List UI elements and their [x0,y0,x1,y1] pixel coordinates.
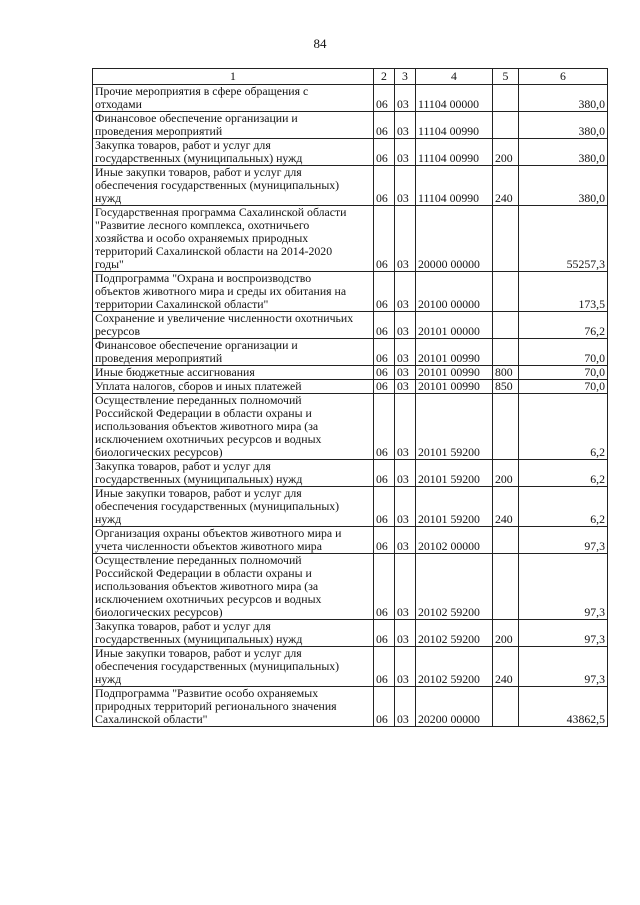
section-code-cell: 06 [374,206,395,272]
target-article-cell: 20102 00000 [416,527,493,554]
target-article-cell: 11104 00000 [416,85,493,112]
table-row [93,527,608,554]
expense-type-cell [493,112,519,139]
table-row [93,139,608,166]
amount-cell: 6,2 [519,487,608,527]
table-row [93,394,608,460]
table-row [93,380,608,394]
expense-type-cell [493,272,519,312]
row-name-cell: Осуществление переданных полномочий Российской Федерации в области охраны и использования объектов животного мира (за исключением охотничьих ресурсов и водных биологических ресурсов) [93,554,374,620]
section-code-cell: 06 [374,487,395,527]
column-header: 6 [519,69,608,85]
subsection-code-cell: 03 [395,620,416,647]
target-article-cell: 20101 00000 [416,312,493,339]
page-number: 84 [313,36,327,51]
amount-cell: 380,0 [519,112,608,139]
amount-cell: 55257,3 [519,206,608,272]
amount-cell: 76,2 [519,312,608,339]
section-code-cell: 06 [374,339,395,366]
section-code-cell: 06 [374,527,395,554]
column-header: 2 [374,69,395,85]
section-code-cell: 06 [374,112,395,139]
column-header: 1 [93,69,374,85]
target-article-cell: 11104 00990 [416,139,493,166]
table-row [93,647,608,687]
target-article-cell: 20102 59200 [416,554,493,620]
subsection-code-cell: 03 [395,687,416,727]
row-name-cell: Осуществление переданных полномочий Российской Федерации в области охраны и использования объектов животного мира (за исключением охотничьих ресурсов и водных биологических ресурсов) [93,394,374,460]
target-article-cell: 20101 59200 [416,394,493,460]
target-article-cell: 11104 00990 [416,112,493,139]
expense-type-cell [493,312,519,339]
target-article-cell: 20101 59200 [416,460,493,487]
amount-cell: 6,2 [519,460,608,487]
expense-type-cell [493,687,519,727]
expense-type-cell: 200 [493,460,519,487]
subsection-code-cell: 03 [395,312,416,339]
table-row [93,339,608,366]
section-code-cell: 06 [374,312,395,339]
subsection-code-cell: 03 [395,339,416,366]
amount-cell: 6,2 [519,394,608,460]
expense-type-cell [493,206,519,272]
row-name-cell: Закупка товаров, работ и услуг для государственных (муниципальных) нужд [93,460,374,487]
section-code-cell: 06 [374,687,395,727]
table-row [93,112,608,139]
subsection-code-cell: 03 [395,166,416,206]
target-article-cell: 11104 00990 [416,166,493,206]
row-name-cell: Иные закупки товаров, работ и услуг для обеспечения государственных (муниципальных) нужд [93,166,374,206]
table-row [93,206,608,272]
row-name-cell: Организация охраны объектов животного мира и учета численности объектов животного мира [93,527,374,554]
target-article-cell: 20102 59200 [416,620,493,647]
section-code-cell: 06 [374,394,395,460]
section-code-cell: 06 [374,647,395,687]
target-article-cell: 20100 00000 [416,272,493,312]
row-name-cell: Государственная программа Сахалинской области "Развитие лесного комплекса, охотничьего хозяйства и особо охраняемых природных территорий Сахалинской области на 2014-2020 годы" [93,206,374,272]
table-row [93,312,608,339]
amount-cell: 70,0 [519,380,608,394]
expense-type-cell [493,554,519,620]
amount-cell: 380,0 [519,166,608,206]
amount-cell: 380,0 [519,85,608,112]
expense-type-cell: 240 [493,166,519,206]
section-code-cell: 06 [374,272,395,312]
section-code-cell: 06 [374,366,395,380]
row-name-cell: Финансовое обеспечение организации и проведения мероприятий [93,112,374,139]
table-row [93,620,608,647]
section-code-cell: 06 [374,139,395,166]
table-row [93,366,608,380]
subsection-code-cell: 03 [395,527,416,554]
target-article-cell: 20102 59200 [416,647,493,687]
target-article-cell: 20101 00990 [416,339,493,366]
subsection-code-cell: 03 [395,112,416,139]
subsection-code-cell: 03 [395,366,416,380]
expense-type-cell [493,339,519,366]
amount-cell: 70,0 [519,339,608,366]
table-row [93,272,608,312]
row-name-cell: Иные закупки товаров, работ и услуг для обеспечения государственных (муниципальных) нужд [93,487,374,527]
amount-cell: 70,0 [519,366,608,380]
subsection-code-cell: 03 [395,554,416,620]
expense-type-cell: 240 [493,487,519,527]
table-row [93,487,608,527]
table-row [93,85,608,112]
row-name-cell: Прочие мероприятия в сфере обращения с отходами [93,85,374,112]
row-name-cell: Финансовое обеспечение организации и проведения мероприятий [93,339,374,366]
table-row [93,554,608,620]
amount-cell: 173,5 [519,272,608,312]
section-code-cell: 06 [374,554,395,620]
row-name-cell: Закупка товаров, работ и услуг для государственных (муниципальных) нужд [93,620,374,647]
section-code-cell: 06 [374,166,395,206]
amount-cell: 380,0 [519,139,608,166]
row-name-cell: Иные закупки товаров, работ и услуг для обеспечения государственных (муниципальных) нужд [93,647,374,687]
target-article-cell: 20101 59200 [416,487,493,527]
subsection-code-cell: 03 [395,380,416,394]
row-name-cell: Уплата налогов, сборов и иных платежей [93,380,374,394]
table-row [93,460,608,487]
subsection-code-cell: 03 [395,272,416,312]
subsection-code-cell: 03 [395,394,416,460]
subsection-code-cell: 03 [395,139,416,166]
subsection-code-cell: 03 [395,487,416,527]
table-row [93,687,608,727]
section-code-cell: 06 [374,620,395,647]
table-row [93,166,608,206]
expense-type-cell: 200 [493,139,519,166]
column-header: 4 [416,69,493,85]
amount-cell: 43862,5 [519,687,608,727]
subsection-code-cell: 03 [395,460,416,487]
expense-type-cell: 800 [493,366,519,380]
row-name-cell: Подпрограмма "Развитие особо охраняемых природных территорий регионального значения Сахалинской области" [93,687,374,727]
column-header: 3 [395,69,416,85]
budget-table [92,68,608,727]
section-code-cell: 06 [374,85,395,112]
expense-type-cell [493,527,519,554]
column-header: 5 [493,69,519,85]
subsection-code-cell: 03 [395,206,416,272]
amount-cell: 97,3 [519,647,608,687]
amount-cell: 97,3 [519,620,608,647]
target-article-cell: 20101 00990 [416,380,493,394]
amount-cell: 97,3 [519,527,608,554]
expense-type-cell: 200 [493,620,519,647]
expense-type-cell: 850 [493,380,519,394]
row-name-cell: Иные бюджетные ассигнования [93,366,374,380]
subsection-code-cell: 03 [395,647,416,687]
amount-cell: 97,3 [519,554,608,620]
expense-type-cell: 240 [493,647,519,687]
row-name-cell: Сохранение и увеличение численности охотничьих ресурсов [93,312,374,339]
row-name-cell: Закупка товаров, работ и услуг для государственных (муниципальных) нужд [93,139,374,166]
table-header-row [93,69,608,85]
section-code-cell: 06 [374,460,395,487]
target-article-cell: 20101 00990 [416,366,493,380]
expense-type-cell [493,85,519,112]
expense-type-cell [493,394,519,460]
target-article-cell: 20000 00000 [416,206,493,272]
target-article-cell: 20200 00000 [416,687,493,727]
subsection-code-cell: 03 [395,85,416,112]
row-name-cell: Подпрограмма "Охрана и воспроизводство объектов животного мира и среды их обитания на территории Сахалинской области" [93,272,374,312]
section-code-cell: 06 [374,380,395,394]
